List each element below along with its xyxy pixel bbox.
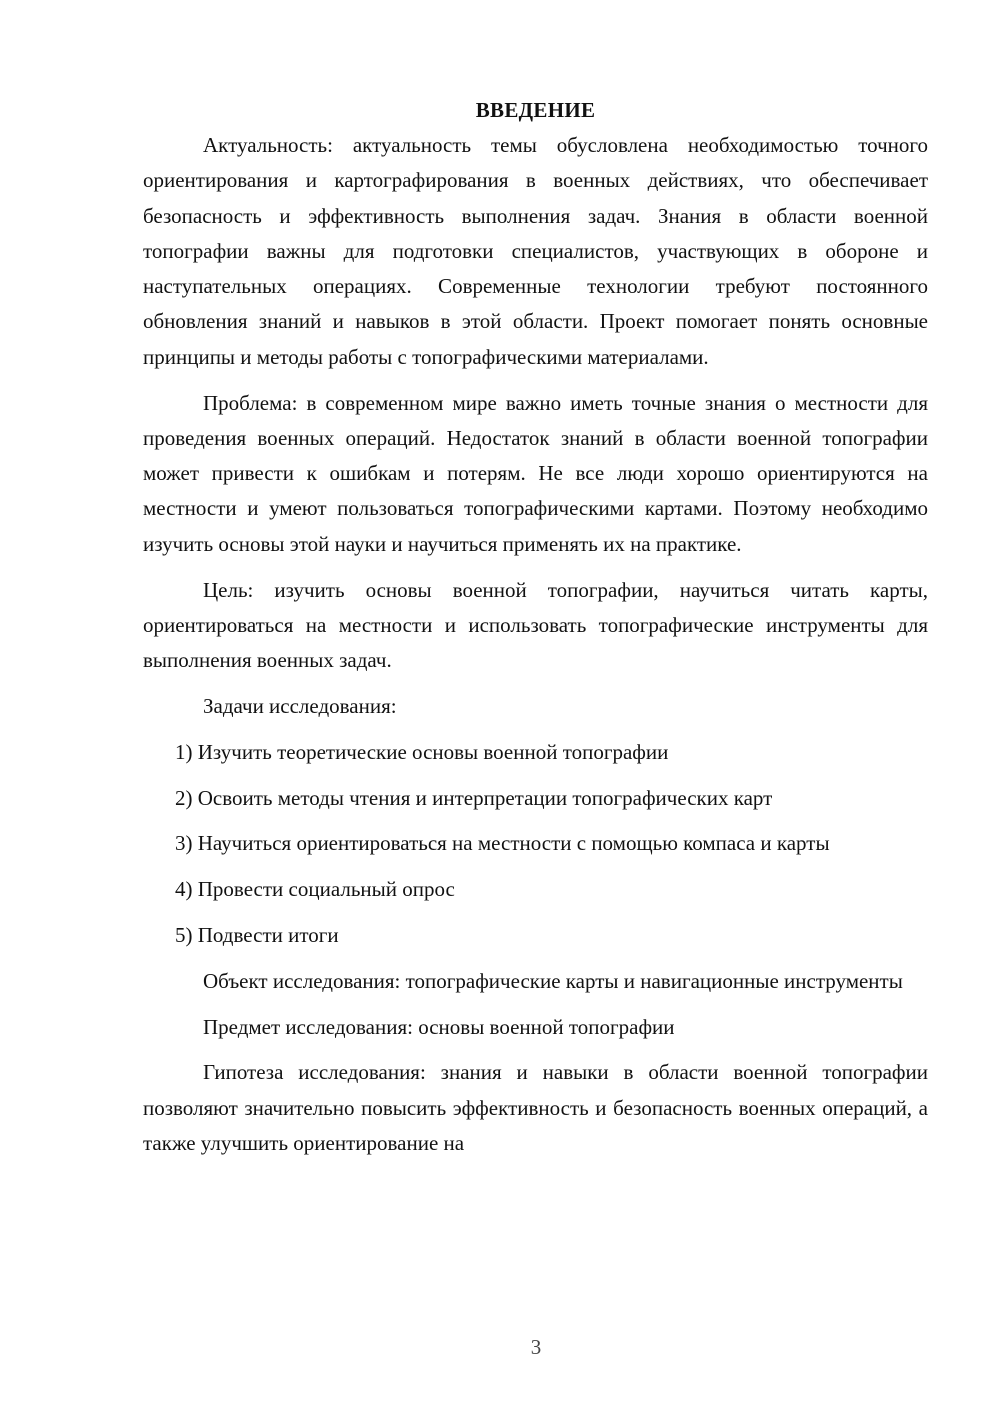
section-heading: ВВЕДЕНИЕ bbox=[475, 98, 596, 122]
problem-paragraph: Проблема: в современном мире важно иметь точные знания о местности для проведения военных операций. Недостаток знаний в области военной топографии может привести к ошибкам и потерям. Не все люди хорошо ориентируются на местности и умеют пользоваться топографическими картами. Поэтому необходимо изучить основы этой науки и научиться применять их на практике. bbox=[143, 390, 928, 556]
goal-paragraph: Цель: изучить основы военной топографии, научиться читать карты, ориентироваться на местности и использовать топографические инструменты для выполнения военных задач. bbox=[143, 577, 928, 673]
page-body bbox=[143, 93, 928, 1172]
relevance-paragraph: Актуальность: актуальность темы обусловлена необходимостью точного ориентирования и картографирования в военных действиях, что обеспечивает безопасность и эффективность выполнения задач. Знания в области военной топографии важны для подготовки специалистов, участвующих в обороне и наступательных операциях. Современные технологии требуют постоянного обновления знаний и навыков в этой области. Проект помогает понять основные принципы и методы работы с топографическими материалами. bbox=[143, 133, 928, 369]
task-item: 4) Провести социальный опрос bbox=[175, 877, 455, 902]
hypothesis-paragraph: Гипотеза исследования: знания и навыки в области военной топографии позволяют значительно повысить эффективность и безопасность военных операций, а также улучшить ориентирование на bbox=[143, 1060, 928, 1155]
task-item: 1) Изучить теоретические основы военной топографии bbox=[175, 739, 669, 764]
task-item: 3) Научиться ориентироваться на местности с помощью компаса и карты bbox=[175, 831, 830, 856]
page-number: 3 bbox=[530, 1335, 542, 1359]
task-item: 2) Освоить методы чтения и интерпретации топографических карт bbox=[175, 785, 773, 810]
task-item: 5) Подвести итоги bbox=[175, 922, 339, 947]
subject-paragraph: Предмет исследования: основы военной топографии bbox=[203, 1014, 675, 1039]
tasks-heading: Задачи исследования: bbox=[203, 693, 397, 718]
object-paragraph: Объект исследования: топографические карты и навигационные инструменты bbox=[203, 968, 903, 993]
